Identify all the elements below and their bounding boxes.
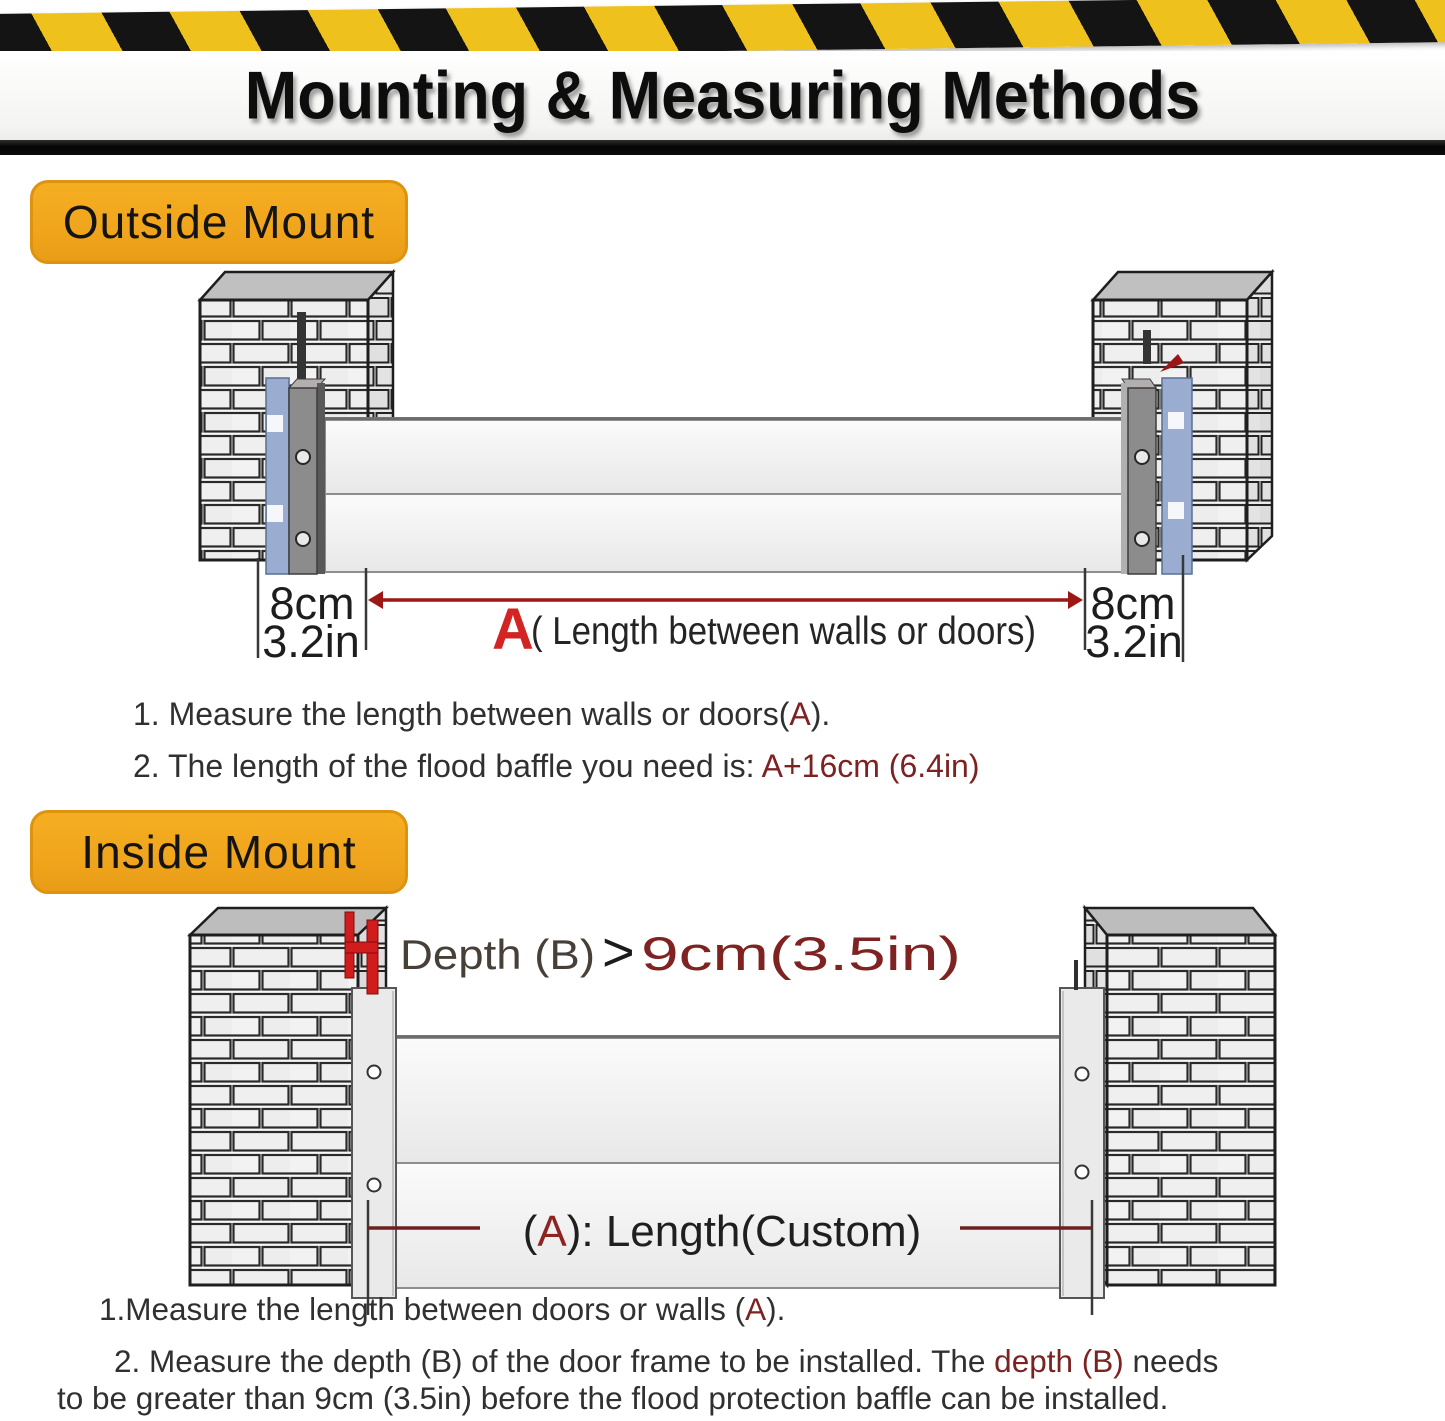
inside-step-2-end: needs: [1123, 1343, 1219, 1379]
flood-barrier-panel-bottom: [325, 494, 1128, 572]
flood-barrier: [325, 418, 1128, 572]
right-channel-edge: [1121, 383, 1128, 574]
left-gasket-strip: [266, 378, 289, 574]
inside-step-2-accent: depth (B): [994, 1343, 1124, 1379]
inside-mount-badge-label: Inside Mount: [81, 826, 357, 878]
outside-mount-diagram: [0, 250, 1445, 680]
inside-left-pillar-top-face: [190, 908, 386, 935]
depth-bracket-right-bar: [367, 920, 378, 994]
span-label-text: ( Length between walls or doors): [531, 610, 1036, 653]
right-channel-screw-bottom: [1135, 532, 1149, 546]
length-label-close: ):: [566, 1207, 606, 1256]
inside-right-pillar-top-face: [1085, 908, 1275, 935]
right-pillar-side-face: [1247, 272, 1272, 560]
length-label-rest: Length(Custom): [605, 1207, 922, 1256]
span-arrow-head-right: [1068, 591, 1083, 609]
inside-step-1: [99, 1291, 785, 1328]
left-anchor-slot: [297, 312, 306, 388]
inside-left-channel: [352, 988, 396, 1298]
right-anchor-slot: [1143, 330, 1151, 364]
left-channel-edge: [317, 383, 325, 574]
depth-bracket-crossbar: [345, 942, 378, 953]
outside-step-2-text: 2. The length of the flood baffle you need is:: [133, 748, 762, 784]
length-label: [523, 1207, 922, 1256]
inside-right-pillar-front-face: [1107, 935, 1275, 1285]
inside-step-1-text: 1.Measure the length between doors or walls (: [99, 1291, 746, 1327]
outside-step-1-end: ).: [810, 696, 831, 732]
depth-label-accent: 9cm(3.5in): [641, 927, 961, 980]
left-gasket-glint-bottom: [267, 505, 283, 522]
inside-barrier-panel-top: [396, 1036, 1060, 1163]
left-width-in-label: 3.2in: [262, 616, 360, 667]
left-channel-screw-bottom: [296, 532, 310, 546]
left-pillar-top-face: [200, 272, 393, 300]
left-mount-channel-assembly: [266, 378, 325, 574]
inside-left-pillar-front-face: [190, 935, 358, 1285]
inside-right-channel: [1060, 988, 1104, 1298]
outside-step-2-accent: A+16cm (6.4in): [761, 748, 980, 784]
inside-step-1-accent: A: [745, 1291, 767, 1327]
inside-mount-badge: [30, 810, 408, 894]
depth-label-gt: >: [602, 920, 635, 983]
span-arrow: [368, 591, 1083, 609]
title-underline-bar: [0, 140, 1445, 155]
depth-label-text: Depth (B): [400, 931, 595, 978]
inside-step-1-end: ).: [766, 1291, 786, 1327]
inside-left-screw-bottom: [368, 1179, 381, 1192]
span-label-accent: A: [492, 597, 534, 662]
inside-step-2-text: 2. Measure the depth (B) of the door frame to be installed. The: [114, 1343, 995, 1379]
flood-barrier-panel-top: [325, 418, 1128, 494]
page-title: Mounting & Measuring Methods: [244, 58, 1201, 133]
left-width-cm-label: 8cm: [269, 578, 355, 629]
span-arrow-head-left: [368, 591, 383, 609]
inside-left-channel-assembly: [352, 988, 396, 1298]
right-pillar-top-face: [1093, 272, 1272, 300]
inside-right-pillar: [1085, 908, 1275, 1285]
outside-step-1: [133, 696, 980, 733]
inside-right-channel-assembly: [1060, 960, 1104, 1298]
title-banner: [0, 51, 1445, 140]
outside-mount-steps: [133, 696, 980, 785]
outside-step-1-text: 1. Measure the length between walls or doors(: [133, 696, 790, 732]
length-label-accent: A: [537, 1207, 567, 1256]
right-width-cm-label: 8cm: [1090, 578, 1176, 629]
right-channel-screw-top: [1135, 450, 1149, 464]
inside-mount-diagram: [0, 900, 1445, 1321]
length-label-open: (: [522, 1207, 538, 1256]
right-gasket-glint-top: [1168, 412, 1184, 429]
right-gasket-glint-bottom: [1168, 502, 1184, 519]
outside-step-1-accent: A: [789, 696, 811, 732]
left-channel-screw-top: [296, 450, 310, 464]
inside-step-2-continued: to be greater than 9cm (3.5in) before the flood protection baffle can be installed.: [57, 1380, 1169, 1416]
inside-left-screw-top: [368, 1066, 381, 1079]
inside-right-screw-top: [1076, 1068, 1089, 1081]
right-gasket-strip: [1162, 378, 1192, 574]
inside-right-screw-bottom: [1076, 1166, 1089, 1179]
outside-mount-badge-label: Outside Mount: [62, 196, 376, 248]
left-gasket-glint-top: [267, 415, 283, 432]
right-width-in-label: 3.2in: [1085, 616, 1183, 667]
outside-step-2: [133, 748, 980, 785]
inside-step-2: [114, 1343, 1218, 1380]
